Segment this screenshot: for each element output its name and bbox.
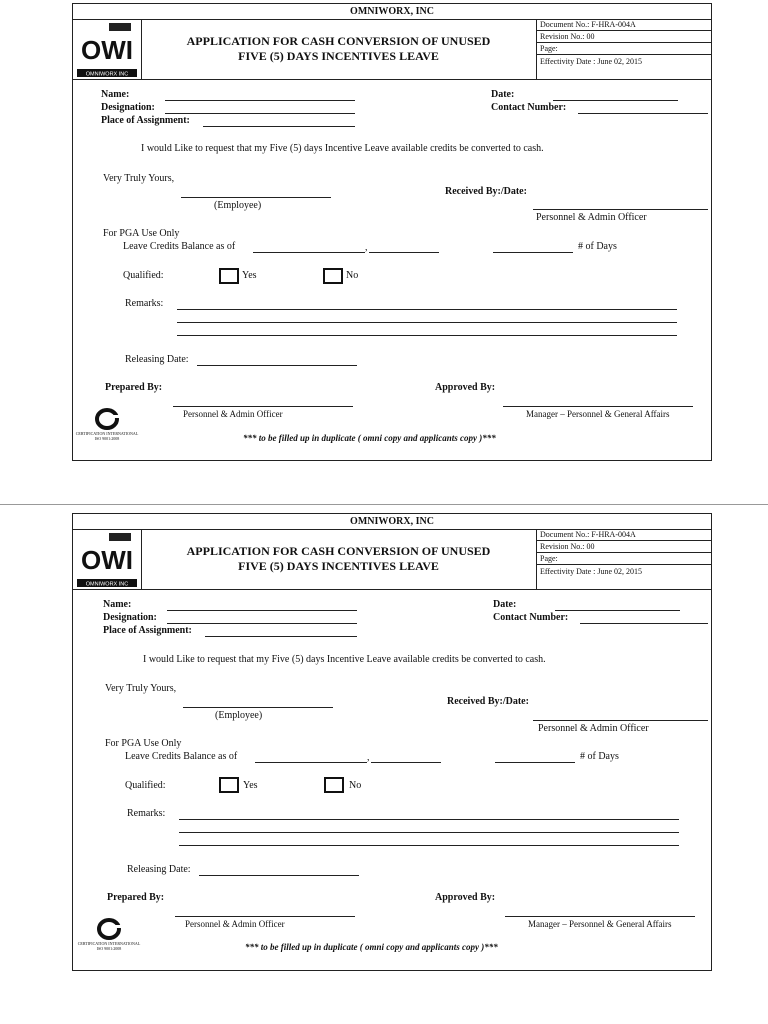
yes-checkbox[interactable] — [219, 777, 239, 793]
form-copy-2: OMNIWORX, INC OWI OMNIWORX INC APPLICATION FOR CASH CONVERSION OF UNUSED FIVE (5) DAYS INCENTIVES LEAVE Document No.: F-HRA-004A Revision No.: 00 Page: Effectivity Date : June 02, 2015 Name: Designation: Place of Assignment: Date: Contact Number: I would Like to request that my Five (5) days Incentive Leave available credits be converted to cash. Very Truly Yours, (Employee) Received By:/Date: Personnel & Admin Officer For PGA Use Only Leave Credits Balance as of , # of Days Qualified: Yes No Remarks: Releasing Date: Prepared By: Approved By: Personnel & Admin Officer Manager – Personnel & General Affairs CERTIFICATION INTERNATIONAL ISO 9001:2008 *** to be filled up in duplicate ( omni copy and applicants copy )*** — [72, 513, 712, 971]
company-name: OMNIWORX, INC — [73, 514, 711, 530]
number-of-days-field[interactable] — [493, 252, 573, 253]
remarks-label: Remarks: — [127, 808, 166, 819]
balance-date-field[interactable] — [255, 762, 367, 763]
prepared-by-label: Prepared By: — [105, 382, 163, 393]
no-label: No — [346, 270, 359, 281]
place-of-assignment-label: Place of Assignment: — [101, 115, 190, 126]
name-field[interactable] — [167, 610, 357, 611]
designation-field[interactable] — [165, 113, 355, 114]
pga-use-only: For PGA Use Only — [105, 738, 182, 749]
number-of-days-label: # of Days — [580, 751, 619, 762]
remarks-line-1[interactable] — [179, 819, 679, 820]
date-field[interactable] — [555, 610, 680, 611]
logo — [73, 529, 142, 589]
svg-text:OMNIWORX INC: OMNIWORX INC — [85, 71, 129, 77]
employee-signature-field[interactable] — [183, 707, 333, 708]
very-truly-yours: Very Truly Yours, — [103, 173, 175, 184]
designation-label: Designation: — [101, 102, 155, 113]
form-title: APPLICATION FOR CASH CONVERSION OF UNUSED FIVE (5) DAYS INCENTIVES LEAVE — [186, 34, 491, 63]
request-statement: I would Like to request that my Five (5) days Incentive Leave available credits be converted to cash. — [143, 654, 546, 665]
document-number: Document No.: F-HRA-004A — [537, 529, 712, 541]
yes-label: Yes — [242, 270, 257, 281]
document-number: Document No.: F-HRA-004A — [537, 19, 712, 31]
duplicate-note: *** to be filled up in duplicate ( omni copy and applicants copy )*** — [243, 433, 496, 443]
no-label: No — [349, 780, 362, 791]
svg-text:OWI: OWI — [81, 545, 133, 575]
qualified-label: Qualified: — [125, 780, 166, 791]
no-checkbox[interactable] — [323, 268, 343, 284]
owi-logo-icon — [77, 531, 137, 587]
balance-year-field[interactable] — [371, 762, 441, 763]
svg-text:OWI: OWI — [81, 35, 133, 65]
logo — [73, 19, 142, 79]
employee-label: (Employee) — [215, 710, 263, 721]
prepared-by-label: Prepared By: — [107, 892, 165, 903]
remarks-line-2[interactable] — [179, 832, 679, 833]
name-label: Name: — [101, 89, 130, 100]
contact-number-field[interactable] — [580, 623, 708, 624]
certification-mark — [91, 918, 127, 940]
approved-by-label: Approved By: — [435, 382, 496, 393]
qualified-label: Qualified: — [123, 270, 164, 281]
document-info — [536, 529, 712, 589]
balance-date-field[interactable] — [253, 252, 365, 253]
prepared-by-signature-field[interactable] — [175, 916, 355, 917]
remarks-line-3[interactable] — [179, 845, 679, 846]
number-of-days-field[interactable] — [495, 762, 575, 763]
contact-number-field[interactable] — [578, 113, 708, 114]
date-label: Date: — [493, 599, 517, 610]
remarks-line-1[interactable] — [177, 309, 677, 310]
employee-signature-field[interactable] — [181, 197, 331, 198]
page-separator — [0, 504, 768, 505]
form-header — [73, 19, 711, 80]
prepared-by-signature-field[interactable] — [173, 406, 353, 407]
number-of-days-label: # of Days — [578, 241, 617, 252]
svg-text:OMNIWORX INC: OMNIWORX INC — [85, 581, 129, 587]
releasing-date-field[interactable] — [199, 875, 359, 876]
date-field[interactable] — [553, 100, 678, 101]
place-of-assignment-field[interactable] — [203, 126, 355, 127]
date-label: Date: — [491, 89, 515, 100]
duplicate-note: *** to be filled up in duplicate ( omni copy and applicants copy )*** — [245, 942, 498, 952]
yes-checkbox[interactable] — [219, 268, 239, 284]
received-by-officer: Personnel & Admin Officer — [536, 212, 647, 223]
received-by-label: Received By:/Date: — [447, 696, 529, 707]
owi-logo-icon — [77, 21, 137, 77]
effectivity-date: Effectivity Date : June 02, 2015 — [540, 57, 643, 66]
certification-caption: CERTIFICATION INTERNATIONAL ISO 9001:2008 — [77, 941, 141, 951]
form-title: APPLICATION FOR CASH CONVERSION OF UNUSED FIVE (5) DAYS INCENTIVES LEAVE — [186, 544, 491, 573]
place-of-assignment-label: Place of Assignment: — [103, 625, 192, 636]
revision-number: Revision No.: 00 — [537, 541, 712, 553]
approved-by-signature-field[interactable] — [505, 916, 695, 917]
page-number: Page: — [537, 553, 712, 565]
prepared-by-officer: Personnel & Admin Officer — [185, 919, 285, 929]
received-by-label: Received By:/Date: — [445, 186, 527, 197]
revision-number: Revision No.: 00 — [537, 31, 712, 43]
contact-number-label: Contact Number: — [491, 102, 567, 113]
form-copy-1: OMNIWORX, INC OWI OMNIWORX INC APPLICATION FOR CASH CONVERSION OF UNUSED FIVE (5) DAYS INCENTIVES LEAVE Document No.: F-HRA-004A Revision No.: 00 Page: Effectivity Date : June 02, 2015 Name: Designation: Place of Assignment: Date: Contact Number: I would Like to request that my Five (5) days Incentive Leave available credits be converted to cash. Very Truly Yours, (Employee) Received By:/Date: Personnel & Admin Officer For PGA Use Only Leave Credits Balance as of , # of Days Qualified: Yes No Remarks: Releasing Date: Prepared By: Approved By: Personnel & Admin Officer Manager – Personnel & General Affairs CERTIFICATION INTERNATIONAL ISO 9001:2008 *** to be filled up in duplicate ( omni copy and applicants copy )*** — [72, 3, 712, 461]
prepared-by-officer: Personnel & Admin Officer — [183, 409, 283, 419]
approved-by-label: Approved By: — [435, 892, 496, 903]
certification-logo-icon — [91, 918, 127, 940]
request-statement: I would Like to request that my Five (5) days Incentive Leave available credits be converted to cash. — [141, 143, 544, 154]
designation-field[interactable] — [167, 623, 357, 624]
yes-label: Yes — [243, 780, 258, 791]
designation-label: Designation: — [103, 612, 157, 623]
name-field[interactable] — [165, 100, 355, 101]
approved-by-manager: Manager – Personnel & General Affairs — [526, 409, 670, 419]
received-by-signature-field[interactable] — [533, 720, 708, 721]
name-label: Name: — [103, 599, 132, 610]
remarks-line-2[interactable] — [177, 322, 677, 323]
balance-year-field[interactable] — [369, 252, 439, 253]
contact-number-label: Contact Number: — [493, 612, 569, 623]
company-name: OMNIWORX, INC — [73, 4, 711, 20]
remarks-line-3[interactable] — [177, 335, 677, 336]
pga-use-only: For PGA Use Only — [103, 228, 180, 239]
no-checkbox[interactable] — [324, 777, 344, 793]
received-by-signature-field[interactable] — [533, 209, 708, 210]
employee-label: (Employee) — [214, 200, 262, 211]
place-of-assignment-field[interactable] — [205, 636, 357, 637]
releasing-date-field[interactable] — [197, 365, 357, 366]
releasing-date-label: Releasing Date: — [127, 864, 191, 875]
document-info — [536, 19, 712, 79]
certification-mark — [89, 408, 125, 430]
page-number: Page: — [537, 43, 712, 55]
form-header — [73, 529, 711, 590]
releasing-date-label: Releasing Date: — [125, 354, 189, 365]
certification-caption: CERTIFICATION INTERNATIONAL ISO 9001:2008 — [75, 431, 139, 441]
very-truly-yours: Very Truly Yours, — [105, 683, 177, 694]
approved-by-signature-field[interactable] — [503, 406, 693, 407]
leave-credits-balance-label: Leave Credits Balance as of — [123, 241, 236, 252]
received-by-officer: Personnel & Admin Officer — [538, 723, 649, 734]
certification-logo-icon — [89, 408, 125, 430]
effectivity-date: Effectivity Date : June 02, 2015 — [540, 567, 643, 576]
remarks-label: Remarks: — [125, 298, 164, 309]
approved-by-manager: Manager – Personnel & General Affairs — [528, 919, 672, 929]
leave-credits-balance-label: Leave Credits Balance as of — [125, 751, 238, 762]
